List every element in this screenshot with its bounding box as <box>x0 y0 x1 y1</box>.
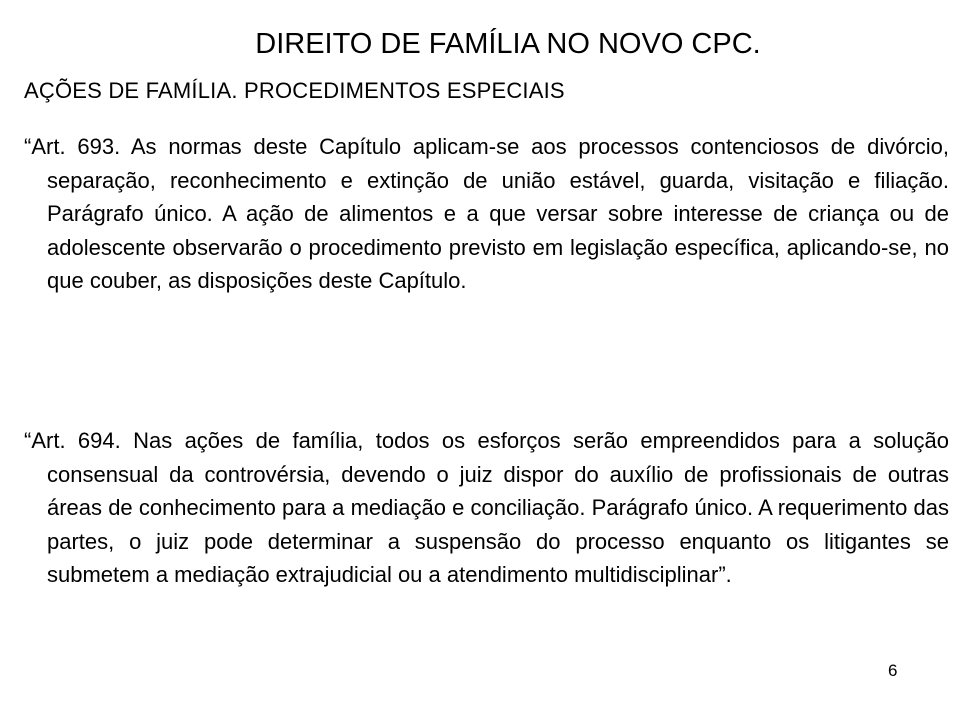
article-694-paragraph: “Art. 694. Nas ações de família, todos os esforços serão empreendidos para a solução consensual da controvérsia, devendo o juiz dispor do auxílio de profissionais de outras áreas de conhecimento para a mediação e conciliação. Parágrafo único. A requerimento das partes, o juiz pode determinar a suspensão do processo enquanto os litigantes se submetem a mediação extrajudicial ou a atendimento multidisciplinar”. <box>24 428 949 587</box>
article-693-paragraph: “Art. 693. As normas deste Capítulo aplicam-se aos processos contenciosos de divórcio, separação, reconhecimento e extinção de união estável, guarda, visitação e filiação. Parágrafo único. A ação de alimentos e a que versar sobre interesse de criança ou de adolescente observarão o procedimento previsto em legislação específica, aplicando-se, no que couber, as disposições deste Capítulo. <box>24 134 949 293</box>
page-number: 6 <box>888 661 898 680</box>
slide-subtitle: AÇÕES DE FAMÍLIA. PROCEDIMENTOS ESPECIAIS <box>24 78 565 103</box>
slide-title: DIREITO DE FAMÍLIA NO NOVO CPC. <box>255 28 761 60</box>
